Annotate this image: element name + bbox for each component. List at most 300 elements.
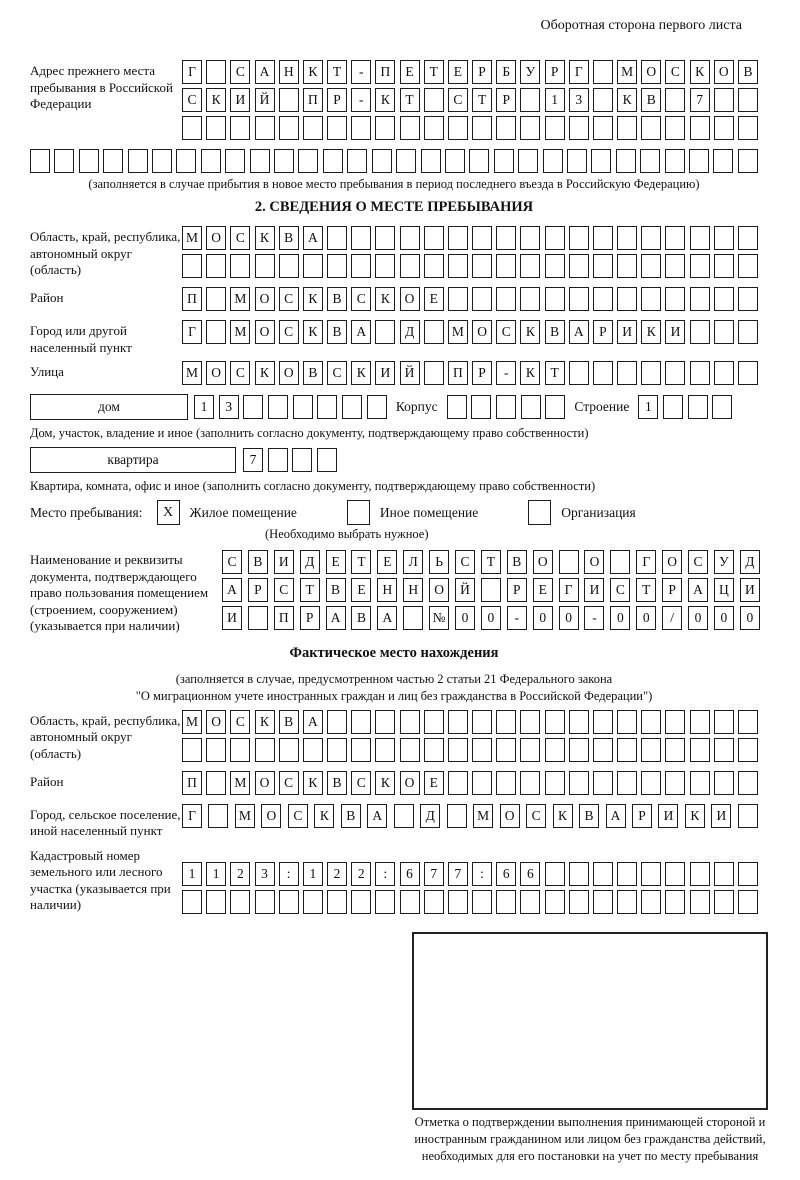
form-cell	[617, 254, 637, 278]
form-cell: К	[303, 320, 323, 344]
form-cell	[569, 771, 589, 795]
form-cell	[610, 550, 630, 574]
form-cell	[351, 226, 371, 250]
form-cell	[616, 149, 636, 173]
document-row-2	[222, 578, 760, 602]
form-cell: С	[230, 361, 250, 385]
form-cell	[448, 116, 468, 140]
form-cell	[545, 226, 565, 250]
district-row	[182, 287, 758, 311]
form-cell	[690, 226, 710, 250]
option-organization-label: Организация	[561, 504, 636, 520]
form-cell: В	[507, 550, 527, 574]
form-cell: К	[255, 361, 275, 385]
street-label: Улица	[30, 364, 64, 379]
form-cell: А	[255, 60, 275, 84]
form-cell	[375, 710, 395, 734]
field-document	[30, 550, 758, 635]
form-cell: О	[279, 361, 299, 385]
form-cell	[472, 226, 492, 250]
form-cell: В	[248, 550, 268, 574]
form-cell	[471, 395, 491, 419]
form-cell: Е	[448, 60, 468, 84]
form-cell	[128, 149, 148, 173]
form-cell	[424, 254, 444, 278]
form-cell: 0	[740, 606, 760, 630]
form-cell: 7	[690, 88, 710, 112]
form-cell: М	[230, 320, 250, 344]
form-cell: Р	[632, 804, 652, 828]
form-cell	[569, 116, 589, 140]
form-cell	[593, 226, 613, 250]
form-cell	[403, 606, 423, 630]
region-row-1	[182, 226, 758, 250]
form-cell	[641, 254, 661, 278]
form-cell	[303, 116, 323, 140]
form-cell: С	[327, 361, 347, 385]
form-cell	[690, 771, 710, 795]
form-cell: С	[279, 771, 299, 795]
form-cell	[327, 738, 347, 762]
form-cell: О	[429, 578, 449, 602]
form-cell: С	[526, 804, 546, 828]
form-cell: :	[375, 862, 395, 886]
form-cell	[292, 448, 312, 472]
form-cell	[714, 738, 734, 762]
form-cell: К	[255, 710, 275, 734]
form-cell	[520, 226, 540, 250]
form-cell	[593, 116, 613, 140]
form-cell: Р	[496, 88, 516, 112]
form-cell	[713, 149, 733, 173]
form-cell	[250, 149, 270, 173]
form-cell	[567, 149, 587, 173]
cadastral-row-1	[182, 862, 758, 886]
form-cell	[545, 771, 565, 795]
form-cell: Т	[472, 88, 492, 112]
form-cell: В	[545, 320, 565, 344]
form-cell: С	[688, 550, 708, 574]
form-cell	[665, 88, 685, 112]
form-cell	[342, 395, 362, 419]
form-cell: П	[274, 606, 294, 630]
field-actual-city	[30, 804, 758, 840]
form-cell: С	[351, 771, 371, 795]
form-cell: У	[520, 60, 540, 84]
form-cell: О	[255, 320, 275, 344]
form-cell	[738, 710, 758, 734]
form-cell	[323, 149, 343, 173]
form-cell	[520, 771, 540, 795]
form-cell: 2	[351, 862, 371, 886]
form-cell	[520, 710, 540, 734]
form-cell	[714, 890, 734, 914]
form-cell	[641, 890, 661, 914]
form-cell	[206, 116, 226, 140]
form-cell: Н	[377, 578, 397, 602]
form-cell	[351, 738, 371, 762]
form-cell: 7	[243, 448, 263, 472]
form-cell: Р	[248, 578, 268, 602]
form-cell	[520, 287, 540, 311]
region-label: Область, край, республика, автономный округ (область)	[30, 229, 181, 277]
form-cell: -	[507, 606, 527, 630]
form-cell: С	[279, 320, 299, 344]
form-cell: Ь	[429, 550, 449, 574]
form-cell	[593, 890, 613, 914]
form-cell: Е	[351, 578, 371, 602]
form-cell	[317, 395, 337, 419]
form-cell	[206, 771, 226, 795]
korpus-label: Корпус	[395, 399, 438, 414]
form-cell	[255, 254, 275, 278]
form-cell	[714, 116, 734, 140]
form-cell	[593, 710, 613, 734]
form-cell	[279, 88, 299, 112]
form-cell	[714, 361, 734, 385]
form-cell	[665, 738, 685, 762]
form-cell: С	[279, 287, 299, 311]
form-cell: Р	[593, 320, 613, 344]
form-cell	[665, 226, 685, 250]
form-cell: Н	[279, 60, 299, 84]
form-cell	[206, 287, 226, 311]
form-cell: :	[279, 862, 299, 886]
form-cell	[520, 116, 540, 140]
form-cell	[569, 890, 589, 914]
form-cell: В	[279, 226, 299, 250]
field-house	[30, 394, 758, 420]
form-cell	[303, 254, 323, 278]
form-cell: 7	[424, 862, 444, 886]
form-cell: К	[375, 88, 395, 112]
form-cell	[593, 88, 613, 112]
form-cell	[641, 771, 661, 795]
form-cell: Г	[569, 60, 589, 84]
form-cell	[424, 890, 444, 914]
form-cell	[351, 710, 371, 734]
form-cell	[279, 738, 299, 762]
form-cell	[738, 804, 758, 828]
form-cell: 0	[481, 606, 501, 630]
form-cell: С	[665, 60, 685, 84]
form-cell	[738, 361, 758, 385]
form-cell	[206, 890, 226, 914]
form-cell	[400, 226, 420, 250]
form-cell: К	[303, 287, 323, 311]
actual-city-label: Город, сельское поселение, иной населенный пункт	[30, 806, 181, 838]
form-cell	[469, 149, 489, 173]
section2-title: 2. СВЕДЕНИЯ О МЕСТЕ ПРЕБЫВАНИЯ	[254, 199, 534, 215]
form-cell	[641, 862, 661, 886]
street-row	[182, 361, 758, 385]
form-cell	[375, 320, 395, 344]
form-cell: О	[714, 60, 734, 84]
form-cell	[712, 395, 732, 419]
form-cell	[641, 226, 661, 250]
form-cell	[714, 320, 734, 344]
field-stay-type	[30, 500, 758, 525]
form-cell	[641, 738, 661, 762]
stroenie-cells	[638, 395, 732, 419]
checkbox-other-premises	[347, 500, 370, 525]
form-cell	[617, 862, 637, 886]
form-cell: С	[222, 550, 242, 574]
form-cell: Р	[300, 606, 320, 630]
form-cell	[243, 395, 263, 419]
form-cell	[255, 116, 275, 140]
form-cell: И	[375, 361, 395, 385]
form-cell	[545, 738, 565, 762]
form-cell	[690, 738, 710, 762]
form-cell	[665, 287, 685, 311]
form-cell: -	[351, 88, 371, 112]
form-cell	[347, 149, 367, 173]
form-cell	[472, 254, 492, 278]
form-cell	[206, 60, 226, 84]
form-cell: М	[235, 804, 255, 828]
korpus-cells	[447, 395, 566, 419]
form-cell	[496, 226, 516, 250]
form-cell	[54, 149, 74, 173]
form-cell: 3	[255, 862, 275, 886]
form-cell	[182, 254, 202, 278]
form-cell: 1	[182, 862, 202, 886]
form-cell	[496, 890, 516, 914]
form-cell	[545, 254, 565, 278]
form-cell: М	[617, 60, 637, 84]
field-apartment	[30, 447, 758, 473]
form-cell	[520, 738, 540, 762]
form-cell	[738, 320, 758, 344]
form-cell: К	[690, 60, 710, 84]
form-cell: К	[206, 88, 226, 112]
form-cell: Т	[481, 550, 501, 574]
form-cell	[496, 116, 516, 140]
form-cell	[738, 226, 758, 250]
form-cell: А	[688, 578, 708, 602]
form-cell: М	[182, 226, 202, 250]
form-cell	[545, 116, 565, 140]
form-cell: М	[448, 320, 468, 344]
actual-note-2: "О миграционном учете иностранных граждан и лиц без гражданства в Российской Федерации")	[135, 688, 653, 703]
option-residential-label: Жилое помещение	[189, 504, 297, 520]
form-cell: С	[455, 550, 475, 574]
form-cell	[79, 149, 99, 173]
document-row-3	[222, 606, 760, 630]
form-cell: О	[206, 361, 226, 385]
form-cell: К	[375, 287, 395, 311]
form-cell: -	[496, 361, 516, 385]
actual-region-label: Область, край, республика, автономный округ (область)	[30, 712, 181, 761]
form-cell	[569, 862, 589, 886]
form-cell	[472, 287, 492, 311]
form-cell	[569, 361, 589, 385]
form-cell: С	[230, 226, 250, 250]
form-cell: О	[500, 804, 520, 828]
form-cell	[593, 361, 613, 385]
form-cell	[396, 149, 416, 173]
form-cell	[663, 395, 683, 419]
form-cell	[448, 738, 468, 762]
form-cell	[593, 287, 613, 311]
form-cell: Е	[326, 550, 346, 574]
form-cell	[593, 862, 613, 886]
form-cell	[351, 890, 371, 914]
form-cell	[543, 149, 563, 173]
form-cell: 6	[400, 862, 420, 886]
form-cell: В	[327, 320, 347, 344]
form-cell	[268, 448, 288, 472]
form-cell: А	[222, 578, 242, 602]
stay-type-note: (Необходимо выбрать нужное)	[265, 527, 429, 541]
form-cell	[738, 771, 758, 795]
form-cell	[327, 890, 347, 914]
form-cell	[738, 862, 758, 886]
form-cell: И	[222, 606, 242, 630]
form-cell: Г	[182, 804, 202, 828]
form-cell	[617, 361, 637, 385]
form-cell: О	[472, 320, 492, 344]
form-cell	[472, 116, 492, 140]
form-cell	[424, 88, 444, 112]
form-cell: П	[303, 88, 323, 112]
form-cell	[351, 116, 371, 140]
form-cell	[496, 287, 516, 311]
form-cell	[372, 149, 392, 173]
form-cell	[690, 862, 710, 886]
confirmation-box	[412, 932, 768, 1110]
form-cell	[448, 890, 468, 914]
form-cell	[617, 738, 637, 762]
form-cell: И	[274, 550, 294, 574]
form-cell	[448, 771, 468, 795]
form-cell: К	[553, 804, 573, 828]
form-cell	[665, 361, 685, 385]
form-cell	[152, 149, 172, 173]
form-cell: И	[658, 804, 678, 828]
form-cell: А	[606, 804, 626, 828]
form-cell: Т	[424, 60, 444, 84]
prev-address-note: (заполняется в случае прибытия в новое место пребывания в период последнего въезда в Российскую Федерацию)	[88, 177, 700, 191]
form-cell: К	[314, 804, 334, 828]
form-cell: 1	[194, 395, 214, 419]
stay-type-label: Место пребывания:	[30, 504, 143, 520]
form-cell: 0	[533, 606, 553, 630]
form-cell: В	[341, 804, 361, 828]
form-cell	[593, 771, 613, 795]
form-cell	[298, 149, 318, 173]
form-cell: А	[377, 606, 397, 630]
form-cell	[279, 116, 299, 140]
form-cell: Т	[300, 578, 320, 602]
form-cell	[424, 116, 444, 140]
form-cell: О	[206, 226, 226, 250]
form-cell	[496, 738, 516, 762]
form-cell	[617, 710, 637, 734]
form-cell: Р	[327, 88, 347, 112]
form-cell: К	[617, 88, 637, 112]
form-cell: Р	[545, 60, 565, 84]
form-cell: Н	[403, 578, 423, 602]
form-cell	[714, 771, 734, 795]
form-cell	[327, 116, 347, 140]
apartment-note: Квартира, комната, офис и иное (заполнить согласно документу, подтверждающему право собственности)	[30, 479, 596, 493]
form-cell	[591, 149, 611, 173]
form-cell: 1	[303, 862, 323, 886]
house-note: Дом, участок, владение и иное (заполнить согласно документу, подтверждающему право собственности)	[30, 426, 589, 440]
form-cell	[714, 862, 734, 886]
form-cell: А	[367, 804, 387, 828]
form-cell	[545, 862, 565, 886]
form-cell	[400, 738, 420, 762]
form-cell: О	[261, 804, 281, 828]
form-cell	[665, 771, 685, 795]
form-cell	[569, 226, 589, 250]
form-cell: О	[662, 550, 682, 574]
form-cell	[496, 771, 516, 795]
field-city	[30, 320, 758, 356]
form-cell	[279, 254, 299, 278]
form-cell: 0	[559, 606, 579, 630]
form-cell: Ц	[714, 578, 734, 602]
form-cell	[617, 890, 637, 914]
form-cell: О	[400, 287, 420, 311]
form-cell	[225, 149, 245, 173]
form-cell	[303, 890, 323, 914]
prev-address-row-1	[182, 60, 758, 84]
form-cell: О	[206, 710, 226, 734]
form-cell: -	[584, 606, 604, 630]
apartment-cells	[243, 448, 337, 472]
form-cell	[424, 710, 444, 734]
form-cell	[448, 254, 468, 278]
form-cell	[30, 149, 50, 173]
form-cell	[424, 738, 444, 762]
form-cell: 0	[455, 606, 475, 630]
form-cell: №	[429, 606, 449, 630]
form-cell	[268, 395, 288, 419]
form-cell: К	[641, 320, 661, 344]
form-cell: О	[255, 771, 275, 795]
form-cell: В	[579, 804, 599, 828]
form-cell: Л	[403, 550, 423, 574]
form-cell: В	[327, 287, 347, 311]
form-cell: Д	[300, 550, 320, 574]
form-cell: М	[182, 710, 202, 734]
form-cell	[206, 320, 226, 344]
form-cell: В	[738, 60, 758, 84]
prev-address-row-2	[182, 88, 758, 112]
form-cell	[617, 771, 637, 795]
form-cell: М	[473, 804, 493, 828]
form-cell	[665, 710, 685, 734]
form-cell	[351, 254, 371, 278]
form-cell	[569, 287, 589, 311]
form-cell: В	[327, 771, 347, 795]
form-cell	[255, 890, 275, 914]
cadastral-label: Кадастровый номер земельного или лесного участка (указывается при наличии)	[30, 847, 171, 912]
form-cell: А	[351, 320, 371, 344]
form-cell: К	[303, 60, 323, 84]
form-cell	[421, 149, 441, 173]
form-cell: Е	[424, 287, 444, 311]
form-cell	[375, 226, 395, 250]
form-cell	[472, 890, 492, 914]
field-prev-address	[30, 60, 758, 144]
form-cell	[375, 890, 395, 914]
form-cell: О	[400, 771, 420, 795]
